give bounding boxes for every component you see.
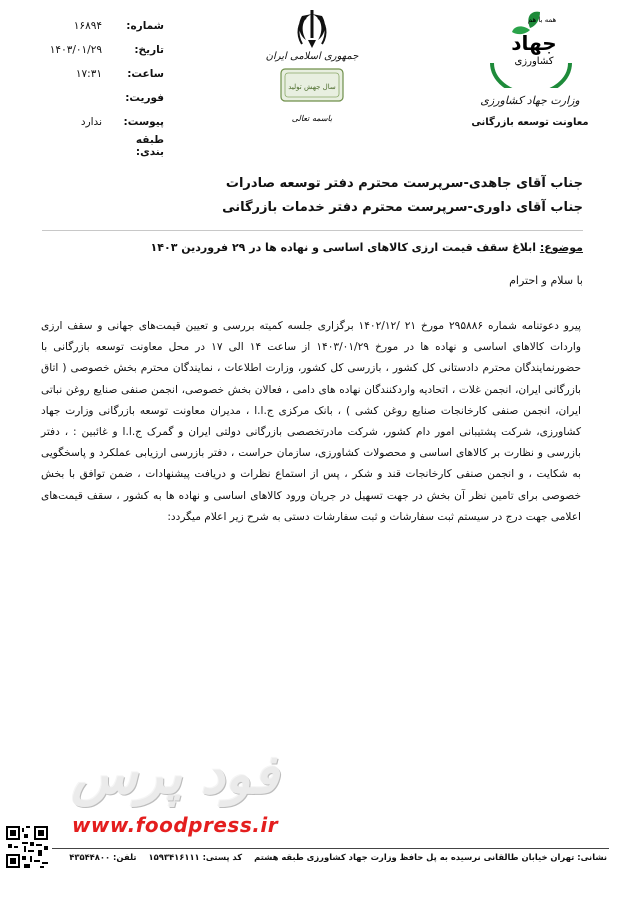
recipients (43, 172, 583, 220)
bismillah-calligraphy-icon (287, 106, 337, 128)
ministry-header (455, 8, 605, 128)
meta-label: تاریخ: (134, 44, 164, 56)
meta-value: ۱۶۸۹۴ (73, 20, 102, 32)
meta-value: ۱۴۰۳/۰۱/۲۹ (49, 44, 102, 56)
footer-phone: تلفن: ۴۳۵۴۴۸۰۰ (69, 852, 137, 862)
letter-body: پیرو دعوتنامه شماره ۲۹۵۸۸۶ مورخ ۲۱ /۱۴۰۲/۱۲ برگزاری جلسه کمیته بررسی و تعیین قیمت‌های جهانی و سقف ارزی واردات کالاهای اساسی و نهاده ها در مورخ ۱۴۰۳/۰۱/۲۹ از ساعت ۱۴ الی ۱۷ در محل معاونت توسعه بازرگانی با حضورنمایندگان محترم دادستانی کل کشور ، بازرسی کل کشور، وزارت اطلاعات ، نمایندگان محترم بخش خصوصی ( اتاق بازرگانی ایران، انجمن غلات ، اتحادیه واردکنندگان نهاده های دامی ، فعالان بخش خصوصی، انجمن صنفی صنایع روغن نباتی ایران، انجمن صنفی کارخانجات صنایع روغن کشی ) ، بانک مرکزی ج.ا.ا ، مدیران معاونت توسعه بازرگانی وزارت جهاد کشاورزی، شرکت پشتیبانی امور دام کشور، شرکت مادرتخصصی بازرگانی دولتی ایران و گمرک ج.ا.ا و غائبین : ، دفتر بازرسی و نظارت بر کالاهای اساسی و محصولات کشاورزی، سازمان حراست ، دفتر بازرسی ارزیابی عملکرد و پاسخگویی به شکایت ، و انجمن صنفی کارخانجات قند و شکر ، پس از استماع نظرات و دریافت پیشنهادات ، ضمن توافق با بخش خصوصی برای تامین نظر آن بخش در جهت تسهیل در جریان ورود کالاهای اساسی و نهاده ها به کشور ، سقف قیمت‌های اعلامی جهت درج در سیستم ثبت سفارشات و ثبت سفارشات دستی به شرح زیر اعلام میگردد: (41, 320, 581, 523)
meta-row-time (14, 62, 164, 86)
meta-label: فوریت: (125, 92, 164, 104)
logo-subtitle: کشاورزی (514, 56, 554, 67)
iran-emblem-icon (292, 8, 332, 50)
republic-emblem-block (262, 8, 362, 128)
letter-footer (69, 852, 607, 862)
meta-row-urgency (14, 86, 164, 110)
subject-text: ابلاغ سقف قیمت ارزی کالاهای اساسی و نهاده ها در ۲۹ فروردین ۱۴۰۳ (150, 241, 536, 254)
subject-line (43, 238, 583, 258)
ministry-department: معاونت توسعه بازرگانی (471, 117, 589, 128)
greeting: با سلام و احترام (509, 274, 583, 287)
meta-row-classification (14, 134, 164, 158)
footer-address: نشانی: تهران خیابان طالقانی نرسیده به پل حافظ وزارت جهاد کشاورزی طبقه هشتم (254, 852, 607, 862)
recipient-line: جناب آقای داوری-سرپرست محترم دفتر خدمات بازرگانی (222, 200, 583, 215)
year-slogan-stamp-icon (280, 68, 344, 102)
watermark-url: www.foodpress.ir (71, 813, 279, 837)
ministry-name: وزارت جهاد کشاورزی (480, 94, 580, 107)
subject-label: موضوع: (539, 241, 583, 254)
divider (42, 230, 583, 231)
meta-row-attachment (14, 110, 164, 134)
ministry-logo-icon (470, 8, 590, 88)
footer-postal-code: کد پستی: ۱۵۹۳۴۱۶۱۱۱ (148, 852, 243, 862)
meta-label: ساعت: (127, 68, 164, 80)
qr-code-icon (6, 826, 48, 868)
stamp-text: سال جهش تولید (288, 83, 336, 91)
watermark (50, 745, 300, 837)
footer-divider (52, 848, 609, 849)
republic-caption: جمهوری اسلامی ایران (265, 51, 359, 62)
letter-metadata (14, 14, 164, 158)
calligraphy-text: باسمه تعالی (291, 114, 333, 123)
logo-title: جهاد (511, 31, 557, 55)
meta-label: طبقه بندی: (135, 134, 164, 158)
logo-slogan: همه با هم (527, 16, 557, 24)
meta-label: شماره: (126, 20, 164, 32)
meta-value: ۱۷:۳۱ (75, 68, 102, 80)
meta-row-date (14, 38, 164, 62)
meta-row-number (14, 14, 164, 38)
meta-value: ندارد (80, 116, 102, 128)
watermark-brand: فود پرس (71, 743, 279, 806)
meta-label: پیوست: (123, 116, 164, 128)
recipient-line: جناب آقای جاهدی-سرپرست محترم دفتر توسعه صادرات (225, 176, 583, 191)
